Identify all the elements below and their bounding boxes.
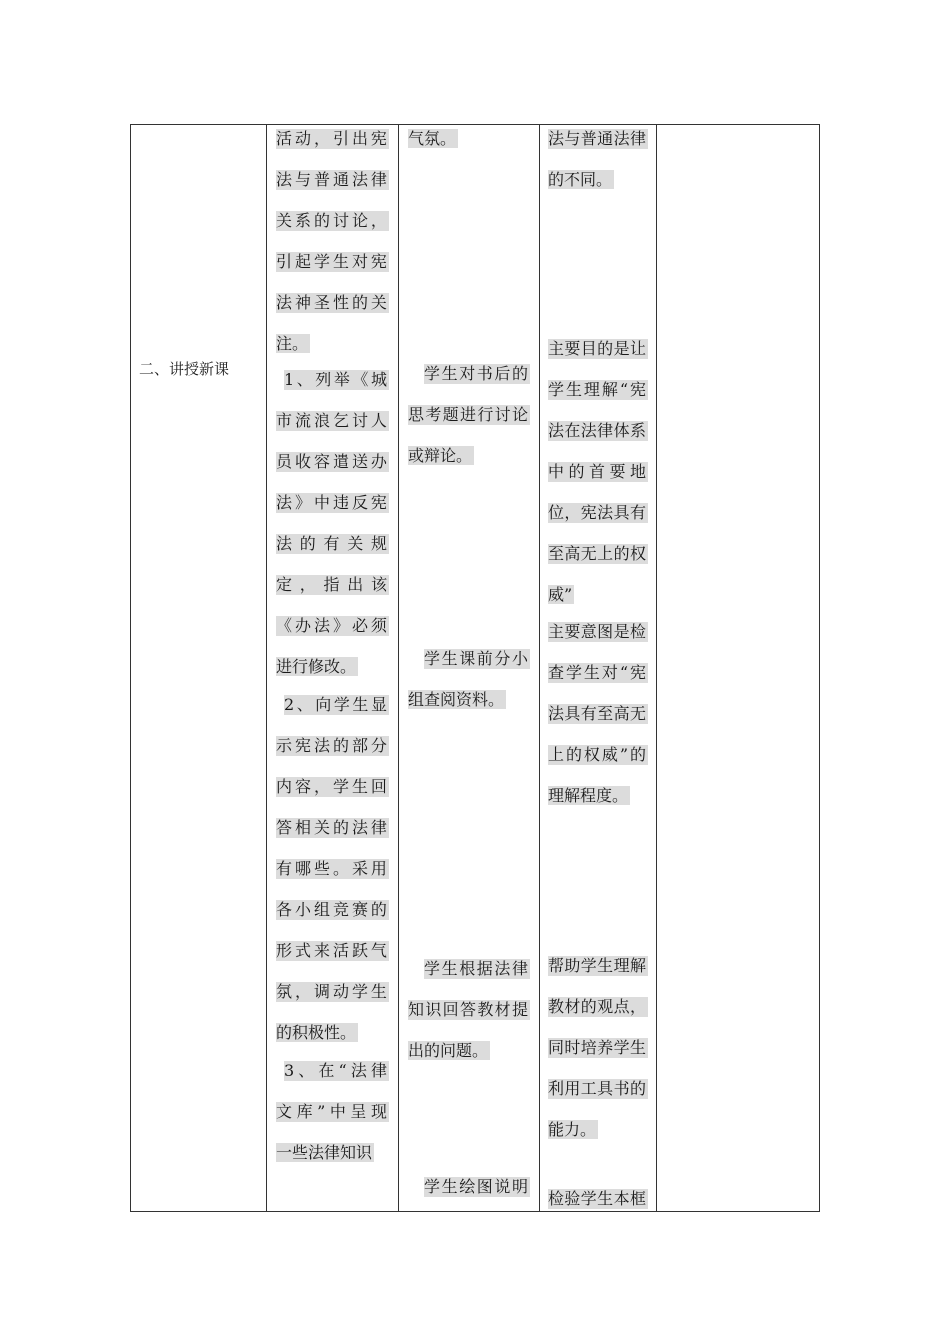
teacher-line: 法 的 有 关 规 xyxy=(276,534,389,554)
teacher-line: 市 流 浪 乞 讨 人 xyxy=(276,411,389,431)
design-intent-cell xyxy=(540,125,656,1211)
teacher-line: 的积极性。 xyxy=(276,1023,357,1042)
student-line: 学 生 课 前 分 小 xyxy=(424,649,530,669)
student-line: 组查阅资料。 xyxy=(408,690,505,709)
student-line: 或辩论。 xyxy=(408,446,473,465)
teacher-line: 3 、 在 “ 法 律 xyxy=(284,1061,389,1081)
student-line: 气氛。 xyxy=(408,129,457,148)
notes-cell xyxy=(657,125,819,1211)
student-line: 学 生 对 书 后 的 xyxy=(424,364,530,384)
intent-line: 理解程度。 xyxy=(548,786,629,805)
intent-line: 至 高 无 上 的 权 xyxy=(548,544,648,564)
student-line: 知 识 回 答 教 材 提 xyxy=(408,1000,530,1020)
teacher-line: 法 与 普 通 法 律 xyxy=(276,170,389,190)
intent-line: 法 与 普 通 法 律 xyxy=(548,129,648,149)
teacher-line: 《 办 法 》 必 须 xyxy=(276,616,389,636)
intent-line: 主 要 意 图 是 检 xyxy=(548,622,648,642)
intent-line: 上 的 权 威 ” 的 xyxy=(548,745,648,765)
stage-label: 二、讲授新课 xyxy=(139,360,230,378)
teacher-line: 员 收 容 遣 送 办 xyxy=(276,452,389,472)
teacher-line: 形 式 来 活 跃 气 xyxy=(276,941,389,961)
intent-line: 能力。 xyxy=(548,1120,597,1139)
intent-line: 法 具 有 至 高 无 xyxy=(548,704,648,724)
intent-line: 帮 助 学 生 理 解 xyxy=(548,956,648,976)
teacher-line: 内 容 ， 学 生 回 xyxy=(276,777,389,797)
teacher-line: 引 起 学 生 对 宪 xyxy=(276,252,389,272)
teacher-line: 活 动 ， 引 出 宪 xyxy=(276,129,389,149)
teacher-line: 示 宪 法 的 部 分 xyxy=(276,736,389,756)
teacher-line: 关 系 的 讨 论 ， xyxy=(276,211,389,231)
student-line: 出的问题。 xyxy=(408,1041,489,1060)
teacher-line: 进行修改。 xyxy=(276,657,357,676)
teacher-line: 1 、 列 举 《 城 xyxy=(284,370,387,389)
student-line: 学 生 绘 图 说 明 xyxy=(424,1177,530,1197)
intent-line: 法 在 法 律 体 系 xyxy=(548,421,648,441)
teacher-line: 答 相 关 的 法 律 xyxy=(276,818,389,838)
lesson-plan-table xyxy=(130,124,820,1212)
intent-line: 利 用 工 具 书 的 xyxy=(548,1079,648,1099)
teacher-line: 法 》 中 违 反 宪 xyxy=(276,493,389,513)
teacher-line: 各 小 组 竞 赛 的 xyxy=(276,900,389,920)
intent-line: 中 的 首 要 地 xyxy=(548,462,648,482)
teacher-line: 法 神 圣 性 的 关 xyxy=(276,293,389,313)
teacher-line: 2 、 向 学 生 显 xyxy=(284,695,387,714)
teacher-activity-cell xyxy=(267,125,398,1211)
teacher-line: 氛 ， 调 动 学 生 xyxy=(276,982,389,1002)
student-line: 思 考 题 进 行 讨 论 xyxy=(408,405,530,425)
teacher-line: 一些法律知识 xyxy=(276,1143,373,1162)
stage-cell xyxy=(131,125,266,1211)
intent-line: 学 生 理 解 “ 宪 xyxy=(548,380,648,400)
teacher-line: 注。 xyxy=(276,334,309,353)
intent-line: 主 要 目 的 是 让 xyxy=(548,339,648,359)
teacher-line: 文 库 ” 中 呈 现 xyxy=(276,1102,387,1121)
intent-line: 查 学 生 对 “ 宪 xyxy=(548,663,648,683)
student-activity-cell xyxy=(399,125,539,1211)
intent-line: 教 材 的 观 点 ， xyxy=(548,997,648,1017)
intent-line: 的不同。 xyxy=(548,170,613,189)
student-line: 学 生 根 据 法 律 xyxy=(424,959,530,979)
teacher-line: 定 ， 指 出 该 xyxy=(276,575,389,595)
intent-line: 威” xyxy=(548,585,573,604)
teacher-line: 有 哪 些 。 采 用 xyxy=(276,859,389,879)
intent-line: 位 ， 宪 法 具 有 xyxy=(548,503,648,523)
intent-line: 检 验 学 生 本 框 xyxy=(548,1189,648,1209)
intent-line: 同 时 培 养 学 生 xyxy=(548,1038,648,1058)
